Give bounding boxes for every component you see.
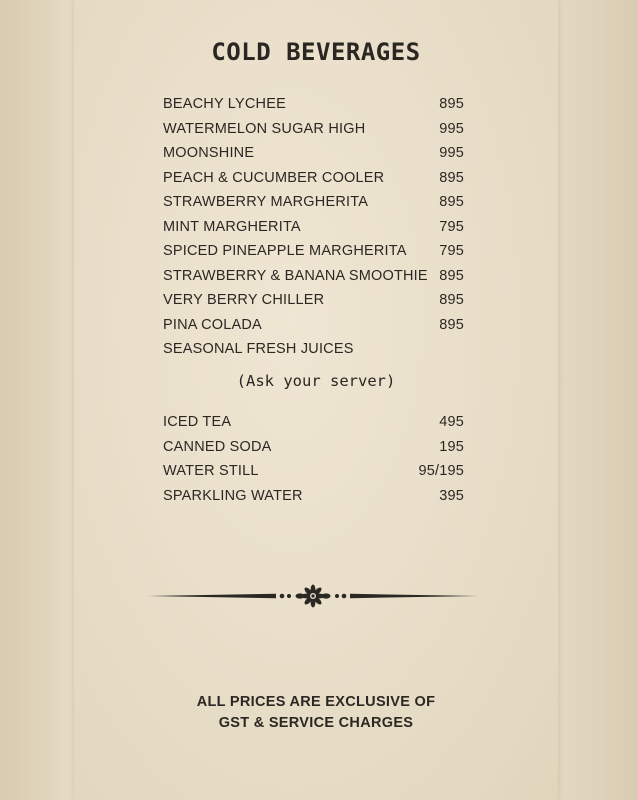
item-name: ICED TEA xyxy=(163,414,232,431)
item-name: SEASONAL FRESH JUICES xyxy=(163,341,354,358)
beverage-list xyxy=(163,92,464,362)
item-price: 395 xyxy=(439,487,464,504)
item-price: 895 xyxy=(439,316,464,333)
item-name: CANNED SODA xyxy=(163,438,272,455)
drinks-list xyxy=(163,410,464,508)
item-price: 495 xyxy=(439,414,464,431)
item-price: 795 xyxy=(439,218,464,235)
item-price: 895 xyxy=(439,96,464,113)
item-price: 95/195 xyxy=(418,463,464,480)
ornamental-divider-icon xyxy=(148,583,478,609)
price-disclaimer xyxy=(74,692,558,734)
menu-item xyxy=(163,215,464,240)
item-name: PEACH & CUCUMBER COOLER xyxy=(163,169,385,186)
item-price: 995 xyxy=(439,145,464,162)
menu-title: COLD BEVERAGES xyxy=(211,38,421,66)
menu-item xyxy=(163,435,464,460)
ask-server-note: (Ask your server) xyxy=(236,372,396,390)
menu-item xyxy=(163,239,464,264)
item-price: 895 xyxy=(439,169,464,186)
item-name: PINA COLADA xyxy=(163,316,262,333)
menu-item xyxy=(163,313,464,338)
disclaimer-line-1: ALL PRICES ARE EXCLUSIVE OF xyxy=(196,694,436,710)
disclaimer-line-2: GST & SERVICE CHARGES xyxy=(218,715,414,731)
menu-item xyxy=(163,337,464,362)
item-name: MOONSHINE xyxy=(163,145,255,162)
item-name: STRAWBERRY & BANANA SMOOTHIE xyxy=(163,267,428,284)
item-price: 195 xyxy=(439,438,464,455)
menu-item xyxy=(163,484,464,509)
menu-item xyxy=(163,459,464,484)
menu-item xyxy=(163,166,464,191)
item-name: SPICED PINEAPPLE MARGHERITA xyxy=(163,243,407,260)
menu-item xyxy=(163,141,464,166)
left-background-panel xyxy=(0,0,74,800)
menu-item xyxy=(163,92,464,117)
item-name: VERY BERRY CHILLER xyxy=(163,292,325,309)
menu-item xyxy=(163,117,464,142)
item-name: WATERMELON SUGAR HIGH xyxy=(163,120,366,137)
item-price: 795 xyxy=(439,243,464,260)
item-name: WATER STILL xyxy=(163,463,259,480)
menu-item xyxy=(163,190,464,215)
item-price: 895 xyxy=(439,194,464,211)
menu-item xyxy=(163,410,464,435)
item-name: SPARKLING WATER xyxy=(163,487,303,504)
item-price: 895 xyxy=(439,267,464,284)
menu-card xyxy=(74,0,558,800)
menu-item xyxy=(163,288,464,313)
item-name: MINT MARGHERITA xyxy=(163,218,301,235)
item-name: BEACHY LYCHEE xyxy=(163,96,286,113)
item-name: STRAWBERRY MARGHERITA xyxy=(163,194,369,211)
item-price: 895 xyxy=(439,292,464,309)
right-background-panel xyxy=(558,0,638,800)
item-price: 995 xyxy=(439,120,464,137)
menu-item xyxy=(163,264,464,289)
